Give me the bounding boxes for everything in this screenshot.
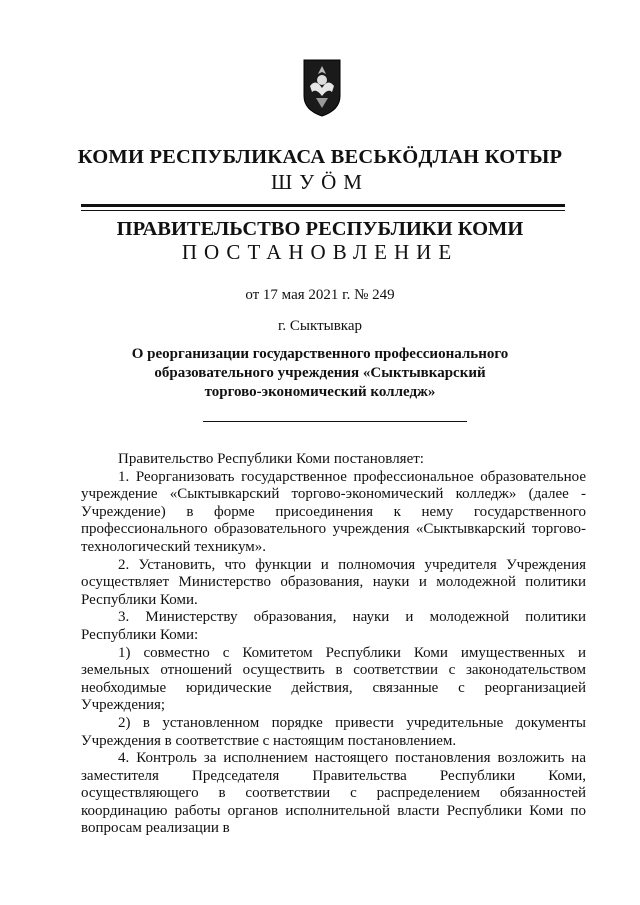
header-divider-thin — [81, 210, 565, 211]
title-line: О реорганизации государственного профессионального — [131, 346, 509, 362]
title-line: образовательного учреждения «Сыктывкарский — [154, 365, 486, 381]
body-paragraph: 3. Министерству образования, науки и молодежной политики Республики Коми: — [81, 609, 586, 643]
city: г. Сыктывкар — [277, 318, 363, 334]
header-divider-thick — [81, 204, 565, 207]
coat-of-arms-icon — [302, 58, 342, 118]
government-title: ПРАВИТЕЛЬСТВО РЕСПУБЛИКИ КОМИ — [116, 218, 524, 240]
komi-header-title: КОМИ РЕСПУБЛИКАСА ВЕСЬКӦДЛАН КОТЫР — [77, 146, 563, 168]
body-intro: Правительство Республики Коми постановляет: — [118, 451, 424, 467]
body-paragraph: 2. Установить, что функции и полномочия учредителя Учреждения осуществляет Министерство образования, науки и молодежной политики Республики Коми. — [81, 556, 586, 608]
document-type: ПОСТАНОВЛЕНИЕ — [181, 240, 459, 264]
document-body — [81, 451, 586, 838]
body-paragraph: 4. Контроль за исполнением настоящего постановления возложить на заместителя Председателя Правительства Республики Коми, осуществляющего в соответствии с распределением обязанностей координацию работы органов исполнительной власти Республики Коми по вопросам реализации в — [81, 750, 586, 837]
title-line: торгово-экономический колледж» — [204, 384, 436, 400]
date-number: от 17 мая 2021 г. № 249 — [245, 287, 395, 303]
komi-header-subtitle: ШУӦМ — [271, 170, 369, 194]
title-underline — [203, 421, 467, 422]
body-paragraph: 2) в установленном порядке привести учредительные документы Учреждения в соответствие с настоящим постановлением. — [81, 714, 586, 749]
body-paragraph: 1) совместно с Комитетом Республики Коми имущественных и земельных отношений осуществить в соответствии с законодательством необходимые юридические действия, связанные с реорганизацией Учреждения; — [81, 644, 586, 714]
body-paragraph: 1. Реорганизовать государственное профессиональное образовательное учреждение «Сыктывкарский торгово-экономический колледж» (далее - Учреждение) в форме присоединения к нему государственного профессионального образовательного учреждения «Сыктывкарский торгово-технологический техникум». — [81, 468, 586, 555]
document-title — [0, 345, 640, 402]
